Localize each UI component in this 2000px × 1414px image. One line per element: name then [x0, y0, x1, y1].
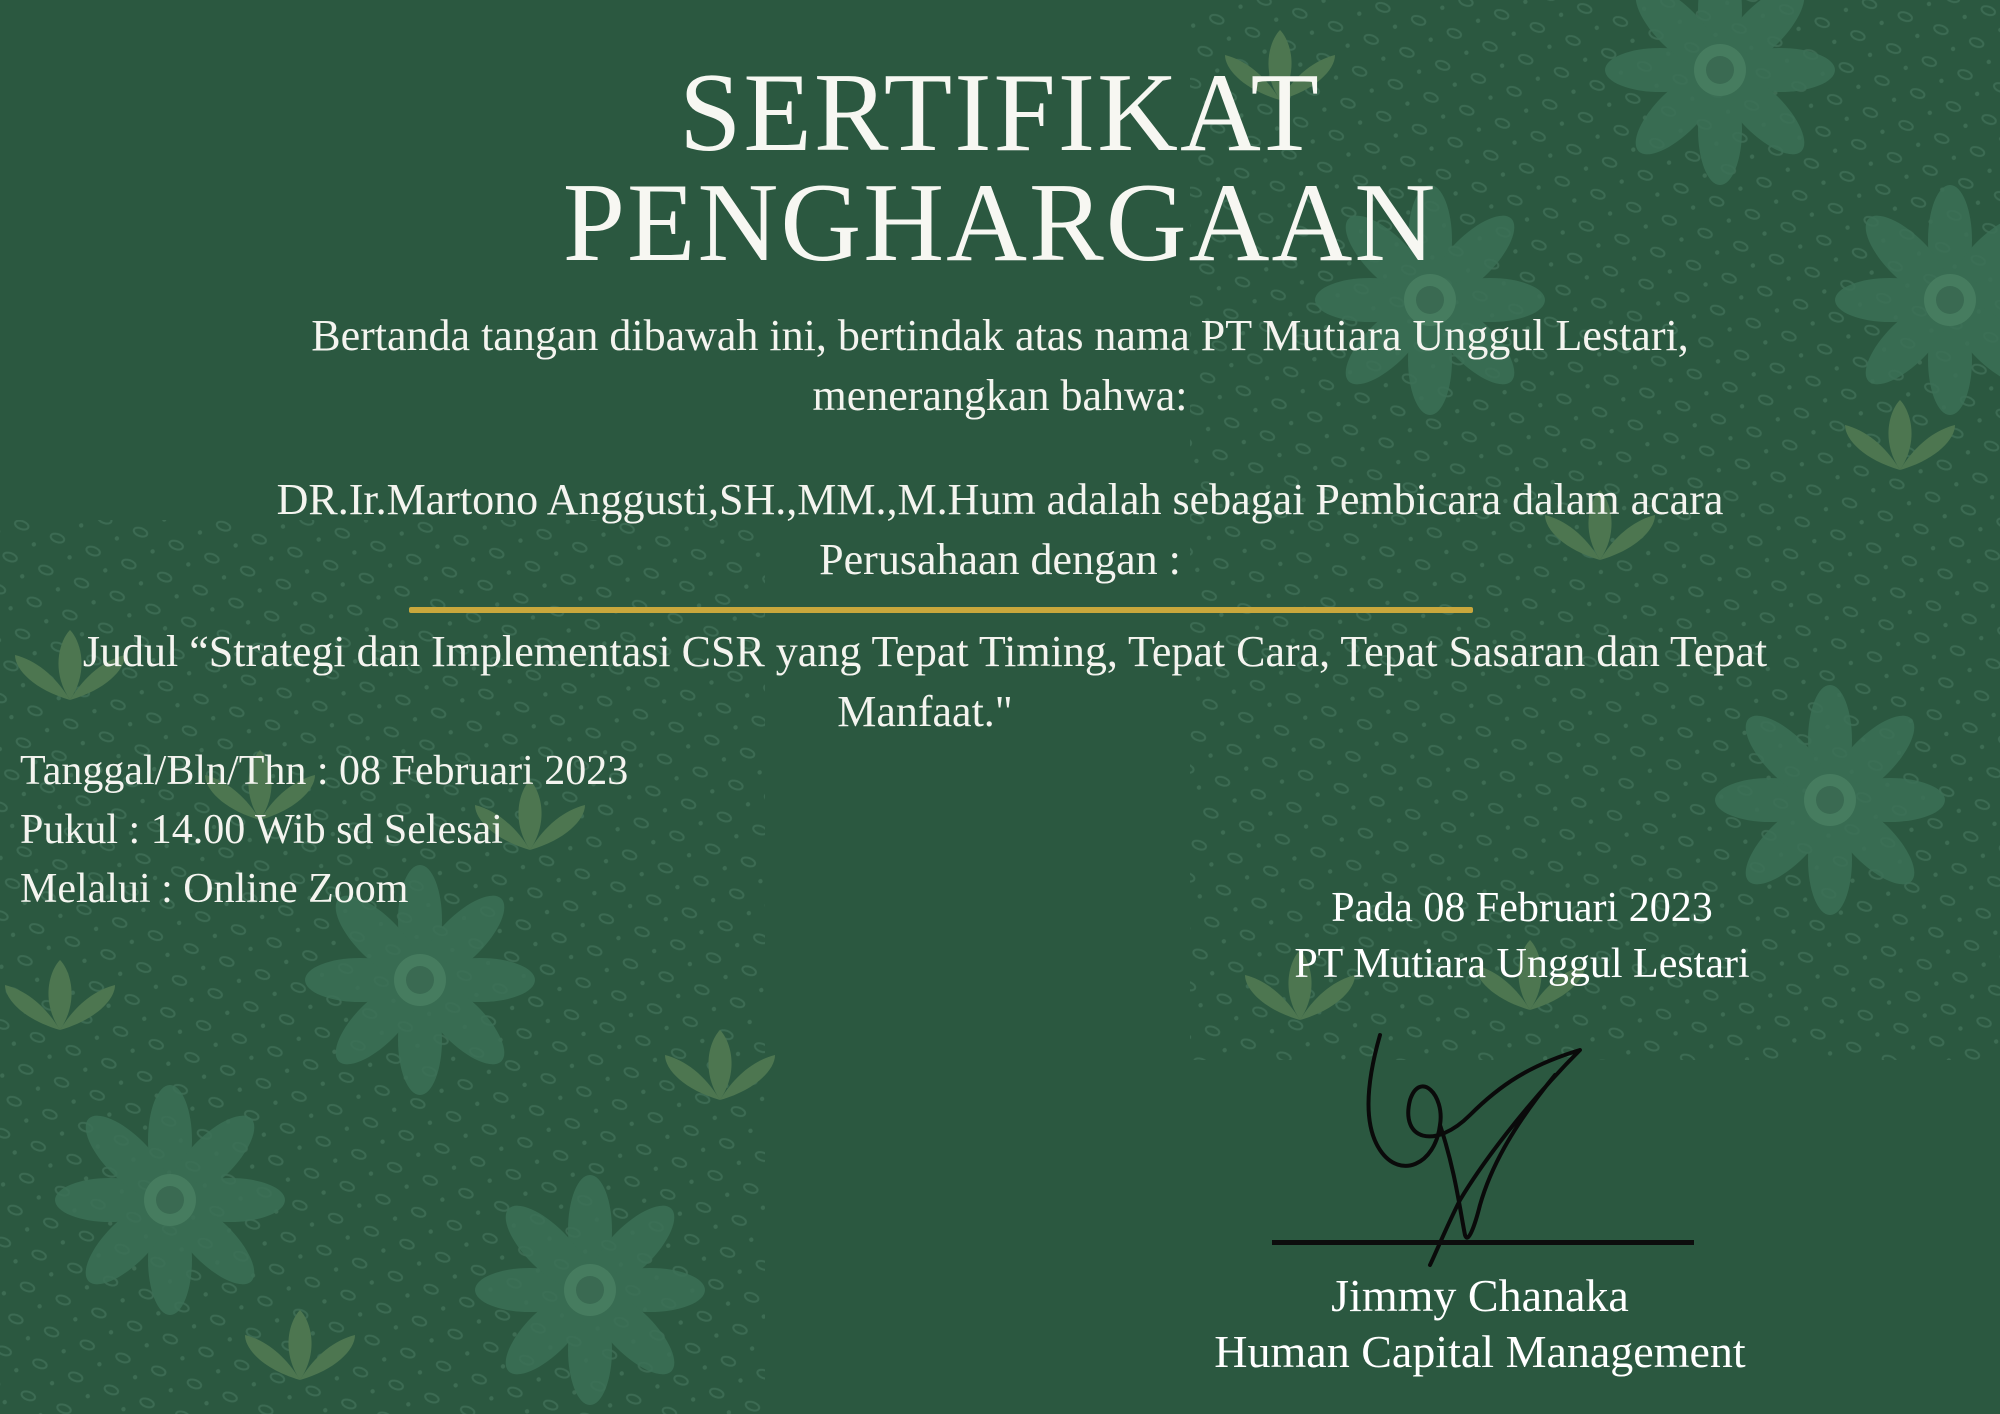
signature-line	[1272, 1240, 1694, 1245]
event-date: Tanggal/Bln/Thn : 08 Februari 2023	[20, 748, 629, 794]
event-details	[20, 742, 628, 919]
topic-text	[0, 622, 1850, 742]
signer-name: Jimmy Chanaka	[1331, 1270, 1629, 1321]
issued-company: PT Mutiara Unggul Lestari	[1294, 941, 1750, 987]
handwritten-signature	[1340, 1030, 1600, 1270]
signer-block	[1140, 1268, 1820, 1380]
recipient-line-2: Perusahaan dengan :	[819, 535, 1181, 584]
intro-line-1: Bertanda tangan dibawah ini, bertindak atas nama PT Mutiara Unggul Lestari,	[311, 311, 1689, 360]
gold-divider	[409, 607, 1473, 613]
intro-line-2: menerangkan bahwa:	[812, 371, 1188, 420]
topic-line-2: Manfaat."	[837, 687, 1013, 736]
issue-block	[1222, 880, 1822, 992]
recipient-line-1: DR.Ir.Martono Anggusti,SH.,MM.,M.Hum adalah sebagai Pembicara dalam acara	[276, 475, 1724, 524]
issued-date: Pada 08 Februari 2023	[1331, 885, 1713, 931]
event-medium: Melalui : Online Zoom	[20, 866, 409, 912]
certificate-title	[0, 51, 2000, 285]
title-line-1: SERTIFIKAT	[679, 51, 1321, 175]
title-line-2: PENGHARGAAN	[562, 161, 1438, 285]
signer-title: Human Capital Management	[1214, 1326, 1746, 1377]
recipient-text	[0, 470, 2000, 590]
event-time: Pukul : 14.00 Wib sd Selesai	[20, 807, 503, 853]
topic-line-1: Judul “Strategi dan Implementasi CSR yang Tepat Timing, Tepat Cara, Tepat Sasaran dan Tepat	[82, 627, 1768, 676]
intro-text	[0, 306, 2000, 426]
